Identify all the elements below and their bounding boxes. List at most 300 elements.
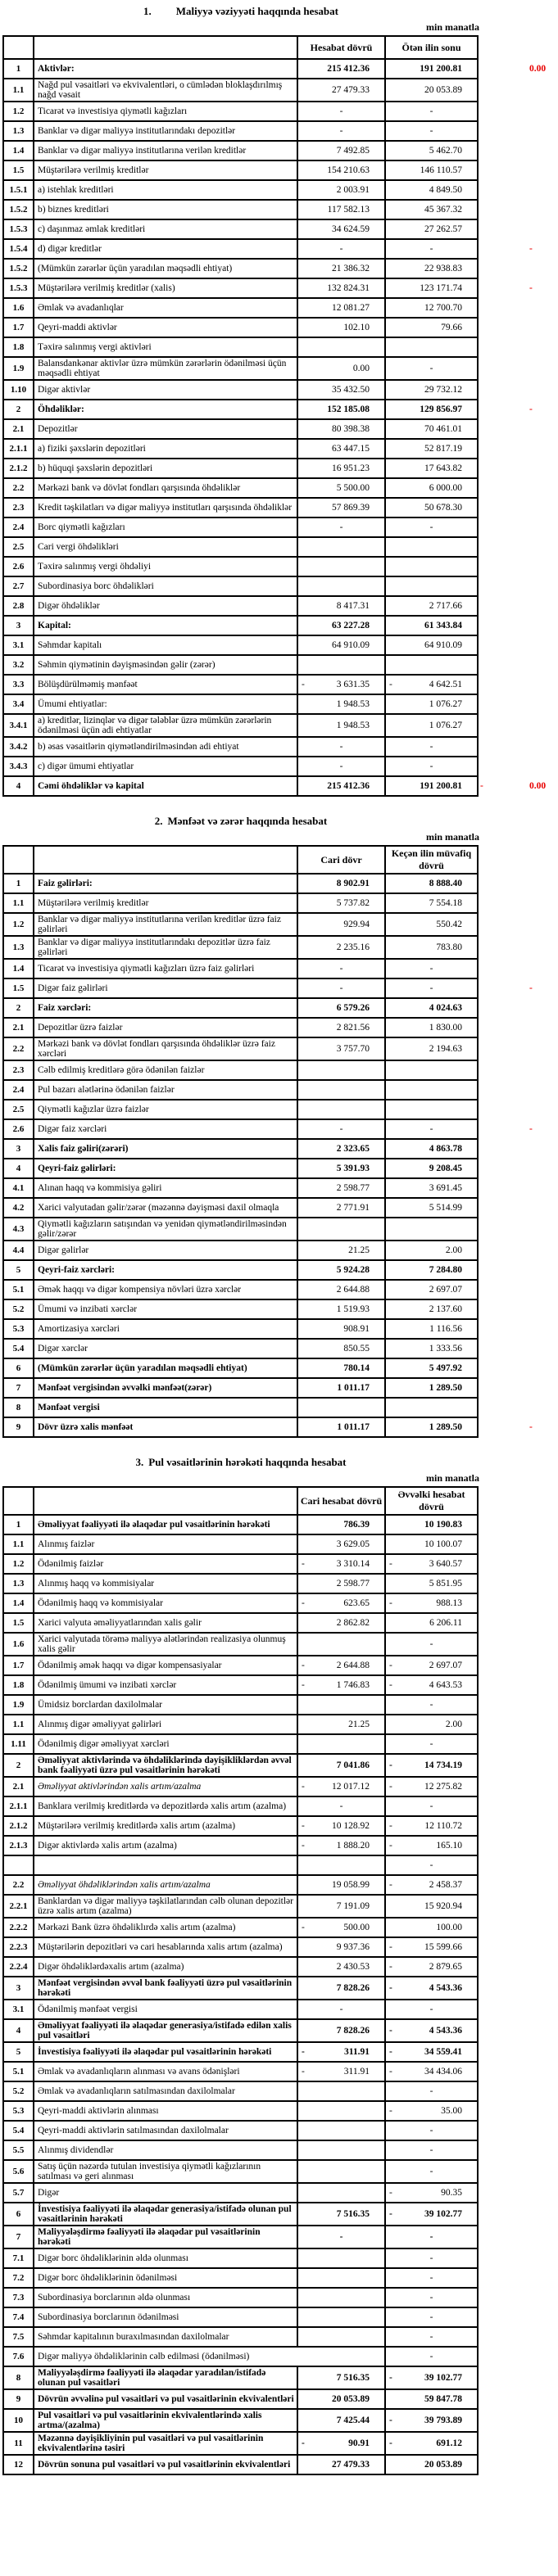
value-prior-period: [385, 2203, 478, 2226]
minus-sign: -: [389, 2209, 392, 2219]
row-label: Maliyyələşdirmə fəaliyyəti ilə əlaqədar yaradılan/istifadə olunan pul vəsaitləri: [34, 2366, 297, 2389]
value-prior-period: 783.80: [385, 936, 478, 959]
row-number-cell: 6: [3, 1358, 34, 1378]
negative-value: [298, 1821, 370, 1831]
table-row: [3, 121, 558, 141]
annotation-cell: [478, 2288, 558, 2307]
annotation-cell: [478, 1715, 558, 1734]
row-label: Müştərilərə verilmiş kreditlər (xalis): [34, 278, 297, 298]
value-prior-period: 5 462.70: [385, 141, 478, 160]
value-prior-period: [385, 1398, 478, 1417]
value-current-period: [297, 337, 385, 357]
value-current-period: 2 598.77: [297, 1178, 385, 1198]
value-current-period: [297, 1675, 385, 1695]
annotation-cell: [478, 1754, 558, 1777]
value-prior-period: -: [385, 1119, 478, 1139]
header-number-cell: [3, 1487, 34, 1515]
value-current-period: [297, 2062, 385, 2081]
annotation-cell: [478, 1918, 558, 1937]
table-row: [3, 978, 558, 998]
row-number-cell: 7.2: [3, 2268, 34, 2288]
annotation-far: -: [529, 1124, 533, 1134]
value-prior-period: [385, 1554, 478, 1574]
amount: 90.35: [441, 2188, 462, 2198]
row-number-cell: 6: [3, 2203, 34, 2226]
table-row: [3, 1937, 558, 1957]
table-row: [3, 200, 558, 219]
row-label: Banklar və digər maliyyə institutlarındakı depozitlər üzrə faiz gəlirləri: [34, 936, 297, 959]
row-label: Qiymətli kağızlar üzrə faizlər: [34, 1100, 297, 1119]
row-number-cell: 1: [3, 59, 34, 79]
value-current-period: 27 479.33: [297, 2455, 385, 2474]
value-prior-period: 2 137.60: [385, 1299, 478, 1319]
annotation-cell: [478, 913, 558, 936]
table-row: [3, 278, 558, 298]
minus-sign: -: [389, 1841, 392, 1851]
row-label: Əmlak və avadanlıqların satılmasından daxilolmalar: [34, 2081, 297, 2101]
value-prior-period: 1 076.27: [385, 714, 478, 737]
amount: 12 275.82: [424, 1782, 462, 1792]
annotation-cell: [478, 2101, 558, 2121]
row-number-cell: 3.4.3: [3, 757, 34, 776]
negative-value: [386, 1880, 462, 1890]
negative-value: [298, 2438, 370, 2448]
annotation-cell: [478, 655, 558, 675]
row-label: Digər faiz gəlirləri: [34, 978, 297, 998]
value-current-period: 850.55: [297, 1339, 385, 1358]
row-number-cell: 1.2: [3, 913, 34, 936]
table-row: [3, 874, 558, 893]
table-row: [3, 714, 558, 737]
minus-sign: -: [389, 1942, 392, 1952]
row-number-cell: 4: [3, 2019, 34, 2042]
value-current-period: 1 011.17: [297, 1378, 385, 1398]
table-row: [3, 2160, 558, 2183]
minus-sign: -: [302, 1680, 305, 1690]
negative-value: [386, 2438, 462, 2448]
row-number-cell: 9: [3, 1417, 34, 1437]
value-current-period: 5 737.82: [297, 893, 385, 913]
table-row: [3, 2226, 558, 2248]
value-current-period: [297, 2327, 385, 2347]
value-prior-period: [385, 655, 478, 675]
table-row: [3, 180, 558, 200]
annotation-cell: [478, 419, 558, 439]
annotation-cell: [478, 1260, 558, 1280]
row-label: Maliyyələşdirmə fəaliyyəti ilə əlaqədar pul vəsaitlərinin hərəkəti: [34, 2226, 297, 2248]
row-label: Ticarət və investisiya qiymətli kağızları: [34, 102, 297, 121]
row-number-cell: 1.1: [3, 1715, 34, 1734]
row-number-cell: 1.7: [3, 318, 34, 337]
value-prior-period: 3 691.45: [385, 1178, 478, 1198]
value-current-period: [297, 2432, 385, 2455]
row-number-cell: 2.2: [3, 478, 34, 498]
row-number-cell: 1.8: [3, 337, 34, 357]
value-current-period: [297, 2160, 385, 2183]
annotation-cell: [478, 1139, 558, 1159]
value-current-period: 1 011.17: [297, 1417, 385, 1437]
row-number-cell: 5.7: [3, 2183, 34, 2203]
section-title-text: Maliyyə vəziyyəti haqqında hesabat: [175, 5, 338, 17]
header-col-period-2: Keçən ilin müvafiq dövrü: [385, 846, 478, 874]
row-number-cell: 1.3: [3, 1574, 34, 1593]
minus-sign: -: [302, 680, 305, 689]
row-label: Xarici valyutada törəmə maliyyə alətlərindən realizasiya olunmuş xalis gəlir: [34, 1633, 297, 1656]
value-current-period: 132 824.31: [297, 278, 385, 298]
row-number-cell: 1.5: [3, 160, 34, 180]
table-row: [3, 419, 558, 439]
value-current-period: [297, 1836, 385, 1855]
statement-section-3: [0, 1456, 558, 2475]
amount: 1 888.20: [336, 1841, 370, 1851]
header-annotation-cell: [478, 1487, 558, 1515]
row-label: (Mümkün zərərlər üçün yaradılan məqsədli ehtiyat): [34, 1358, 297, 1378]
value-current-period: 80 398.38: [297, 419, 385, 439]
value-current-period: 7 828.26: [297, 1977, 385, 2000]
table-row: [3, 1241, 558, 1260]
annotation-cell: [478, 2019, 558, 2042]
row-number-cell: 7.6: [3, 2347, 34, 2366]
table-row: [3, 635, 558, 655]
value-current-period: 2 821.56: [297, 1018, 385, 1037]
annotation-cell: [478, 2432, 558, 2455]
minus-sign: -: [389, 680, 392, 689]
minus-sign: -: [389, 2047, 392, 2057]
annotation-cell: [478, 160, 558, 180]
annotation-cell: [478, 79, 558, 102]
row-number-cell: 7.5: [3, 2327, 34, 2347]
table-row: [3, 1855, 558, 1875]
annotation-cell: [478, 219, 558, 239]
value-current-period: 2 771.91: [297, 1198, 385, 1218]
annotation-cell: [478, 1299, 558, 1319]
row-label: Mərkəzi bank və dövlət fondları qarşısında öhdəliklər üzrə faiz xərcləri: [34, 1037, 297, 1060]
annotation-cell: [478, 776, 558, 796]
value-current-period: 780.14: [297, 1358, 385, 1378]
amount: 623.65: [343, 1598, 370, 1608]
table-row: [3, 936, 558, 959]
table-row: [3, 498, 558, 517]
row-label: Bölüşdürülməmiş mənfəət: [34, 675, 297, 694]
value-prior-period: 8 888.40: [385, 874, 478, 893]
value-prior-period: 12 700.70: [385, 298, 478, 318]
annotation-cell: [478, 1398, 558, 1417]
value-current-period: 34 624.59: [297, 219, 385, 239]
row-label: Kredit təşkilatları və digər maliyyə institutları qarşısında öhdəliklər: [34, 498, 297, 517]
table-row: [3, 1715, 558, 1734]
amount: 39 793.89: [424, 2416, 462, 2425]
row-number-cell: 5.1: [3, 2062, 34, 2081]
row-label: d) digər kreditlər: [34, 239, 297, 259]
row-number-cell: 7.3: [3, 2288, 34, 2307]
table-row: [3, 2140, 558, 2160]
annotation-far: -: [529, 1422, 533, 1432]
row-label: Banklar və digər maliyyə institutlarındakı depozitlər: [34, 121, 297, 141]
row-number-cell: 2.8: [3, 596, 34, 616]
row-label: a) kreditlər, lizinqlər və digər tələblər üzrə mümkün zərərlərin ödənilməsi üçün adi ehtiyatlar: [34, 714, 297, 737]
row-number-cell: 1.9: [3, 1695, 34, 1715]
annotation-cell: [478, 2455, 558, 2474]
table-row: [3, 459, 558, 478]
annotation-cell: [478, 1836, 558, 1855]
table-row: [3, 675, 558, 694]
row-label: Banklardan və digər maliyyə təşkilatlarından cəlb olunan depozitlər üzrə xalis artım (azalma): [34, 1895, 297, 1918]
value-current-period: 0.00: [297, 357, 385, 380]
row-number-cell: 8: [3, 1398, 34, 1417]
value-prior-period: -: [385, 2347, 478, 2366]
minus-sign: -: [302, 1598, 305, 1608]
header-col-period-2: Əvvəlki hesabat dövrü: [385, 1487, 478, 1515]
value-prior-period: [385, 2101, 478, 2121]
row-number-cell: 1.5.2: [3, 200, 34, 219]
row-label: Qeyri-maddi aktivlər: [34, 318, 297, 337]
value-prior-period: 550.42: [385, 913, 478, 936]
table-row: [3, 2203, 558, 2226]
amount: 3 640.57: [429, 1559, 462, 1569]
value-prior-period: -: [385, 1734, 478, 1754]
row-label: Mərkəzi bank və dövlət fondları qarşısında öhdəliklər: [34, 478, 297, 498]
value-prior-period: [385, 1593, 478, 1613]
table-row: [3, 1534, 558, 1554]
value-current-period: 154 210.63: [297, 160, 385, 180]
row-label: Ödənilmiş əmək haqqı və digər kompensasiyalar: [34, 1656, 297, 1675]
value-prior-period: [385, 1080, 478, 1100]
value-current-period: 5 924.28: [297, 1260, 385, 1280]
annotation-cell: [478, 2268, 558, 2288]
row-label: Müştərilərə verilmiş kreditlərdə xalis artım (azalma): [34, 1816, 297, 1836]
amount: 1 746.83: [336, 1680, 370, 1690]
negative-value: [298, 2067, 370, 2077]
row-label: Satış üçün nəzərdə tutulan investisiya qiymətli kağızlarının satılması və geri alınması: [34, 2160, 297, 2183]
value-prior-period: 1 333.56: [385, 1339, 478, 1358]
annotation-cell: [478, 1977, 558, 2000]
row-number-cell: 3: [3, 616, 34, 635]
table-row: [3, 1695, 558, 1715]
amount: 988.13: [436, 1598, 462, 1608]
table-row: [3, 259, 558, 278]
row-number-cell: 4.4: [3, 1241, 34, 1260]
value-prior-period: [385, 1816, 478, 1836]
negative-value: [386, 2209, 462, 2219]
row-label: Cəmi öhdəliklər və kapital: [34, 776, 297, 796]
annotation-cell: [478, 1515, 558, 1534]
value-prior-period: -: [385, 2226, 478, 2248]
value-current-period: [297, 576, 385, 596]
amount: 500.00: [343, 1923, 370, 1932]
table-row: [3, 1119, 558, 1139]
table-row: [3, 998, 558, 1018]
value-prior-period: 5 514.99: [385, 1198, 478, 1218]
header-annotation-cell: [478, 36, 558, 59]
row-number-cell: 1.4: [3, 1593, 34, 1613]
table-row: [3, 2307, 558, 2327]
row-number-cell: 1.1: [3, 893, 34, 913]
value-current-period: [297, 2042, 385, 2062]
value-prior-period: 10 100.07: [385, 1534, 478, 1554]
row-label: Müştərilərin depozitləri və cari hesablarında xalis artım (azalma): [34, 1937, 297, 1957]
minus-sign: -: [389, 2416, 392, 2425]
value-current-period: [297, 1218, 385, 1241]
value-current-period: [297, 2268, 385, 2288]
value-current-period: [297, 1593, 385, 1613]
value-current-period: [297, 1080, 385, 1100]
table-row: [3, 59, 558, 79]
row-number-cell: 2.4: [3, 1080, 34, 1100]
annotation-cell: [478, 737, 558, 757]
annotation-cell: [478, 59, 558, 79]
value-current-period: 6 579.26: [297, 998, 385, 1018]
row-number-cell: 1.5.3: [3, 278, 34, 298]
annotation-cell: [478, 1100, 558, 1119]
header-col-period-2: Ötən ilin sonu: [385, 36, 478, 59]
table-row: [3, 2366, 558, 2389]
annotation-cell: [478, 102, 558, 121]
table-row: [3, 1754, 558, 1777]
value-current-period: 2 430.53: [297, 1957, 385, 1977]
value-current-period: 908.91: [297, 1319, 385, 1339]
row-number-cell: 1.4: [3, 959, 34, 978]
row-number-cell: [3, 1855, 34, 1875]
row-number-cell: 2: [3, 400, 34, 419]
value-prior-period: -: [385, 2121, 478, 2140]
value-current-period: 1 519.93: [297, 1299, 385, 1319]
table-row: [3, 913, 558, 936]
annotation-cell: [478, 1417, 558, 1437]
table-row: [3, 1037, 558, 1060]
value-current-period: -: [297, 2000, 385, 2019]
statement-table: [2, 845, 558, 1438]
negative-value: [298, 1559, 370, 1569]
annotation-far: 0.00: [529, 64, 547, 74]
annotation-cell: [478, 557, 558, 576]
negative-value: [386, 1598, 462, 1608]
value-current-period: [297, 675, 385, 694]
negative-value: [298, 1680, 370, 1690]
table-row: [3, 2268, 558, 2288]
annotation-cell: [478, 1339, 558, 1358]
amount: 14 734.19: [424, 1760, 462, 1770]
row-label: Dövr üzrə xalis mənfəət: [34, 1417, 297, 1437]
row-number-cell: 1.4: [3, 141, 34, 160]
value-prior-period: 4 849.50: [385, 180, 478, 200]
value-prior-period: 22 938.83: [385, 259, 478, 278]
table-row: [3, 2327, 558, 2347]
annotation-cell: [478, 2226, 558, 2248]
value-prior-period: [385, 1977, 478, 2000]
annotation-cell: [478, 1875, 558, 1895]
table-row: [3, 2019, 558, 2042]
negative-value: [298, 1841, 370, 1851]
table-row: [3, 1080, 558, 1100]
minus-sign: -: [302, 2067, 305, 2077]
annotation-cell: [478, 141, 558, 160]
row-label: c) digər ümumi ehtiyatlar: [34, 757, 297, 776]
negative-value: [298, 680, 370, 689]
table-row: [3, 1957, 558, 1977]
table-row: [3, 1417, 558, 1437]
value-prior-period: -: [385, 102, 478, 121]
row-number-cell: 1.3: [3, 936, 34, 959]
row-number-cell: 5.3: [3, 2101, 34, 2121]
annotation-cell: [478, 1198, 558, 1218]
row-label: Dövrün əvvəlinə pul vəsaitləri və pul vəsaitlərinin ekvivalentləri: [34, 2389, 297, 2409]
table-row: [3, 1554, 558, 1574]
amount: 3 310.14: [336, 1559, 370, 1569]
row-number-cell: 2.2: [3, 1875, 34, 1895]
value-prior-period: [385, 2042, 478, 2062]
row-label: Qeyri-faiz gəlirləri:: [34, 1159, 297, 1178]
row-label: Əmlak və avadanlıqlar: [34, 298, 297, 318]
row-number-cell: 1.9: [3, 357, 34, 380]
table-row: [3, 1378, 558, 1398]
row-label: (Mümkün zərərlər üçün yaradılan məqsədli ehtiyat): [34, 259, 297, 278]
value-current-period: 19 058.99: [297, 1875, 385, 1895]
value-current-period: -: [297, 1796, 385, 1816]
row-number-cell: 1.10: [3, 380, 34, 400]
value-prior-period: 100.00: [385, 1918, 478, 1937]
row-number-cell: 4: [3, 776, 34, 796]
minus-sign: -: [389, 2373, 392, 2383]
row-number-cell: 1.6: [3, 298, 34, 318]
amount: 311.91: [344, 2047, 370, 2057]
row-number-cell: 5.4: [3, 2121, 34, 2140]
row-label: Borc qiymətli kağızları: [34, 517, 297, 537]
row-label: Nağd pul vəsaitləri və ekvivalentləri, o cümlədən bloklaşdırılmış nağd vəsait: [34, 79, 297, 102]
amount: 34 434.06: [424, 2067, 462, 2077]
row-number-cell: 1.5.4: [3, 239, 34, 259]
value-current-period: [297, 1398, 385, 1417]
row-number-cell: 2.3: [3, 498, 34, 517]
value-prior-period: [385, 2432, 478, 2455]
value-prior-period: -: [385, 239, 478, 259]
annotation-cell: [478, 1633, 558, 1656]
annotation-cell: [478, 200, 558, 219]
statement-table: [2, 35, 558, 797]
value-prior-period: 15 920.94: [385, 1895, 478, 1918]
row-label: Mənfəət vergisindən əvvəlki mənfəət(zərər): [34, 1378, 297, 1398]
annotation-cell: [478, 757, 558, 776]
annotation-cell: [478, 239, 558, 259]
row-number-cell: 2.2.4: [3, 1957, 34, 1977]
negative-value: [386, 1661, 462, 1670]
value-prior-period: [385, 2409, 478, 2432]
row-label: Digər öhdəliklər: [34, 596, 297, 616]
annotation-cell: [478, 2409, 558, 2432]
value-prior-period: 7 554.18: [385, 893, 478, 913]
table-row: [3, 1816, 558, 1836]
annotation-cell: [478, 1593, 558, 1613]
row-number-cell: 3.4.2: [3, 737, 34, 757]
annotation-cell: [478, 2140, 558, 2160]
row-number-cell: 2.1.2: [3, 459, 34, 478]
row-label: Amortizasiya xərcləri: [34, 1319, 297, 1339]
value-current-period: [297, 2101, 385, 2121]
table-row: [3, 2409, 558, 2432]
row-number-cell: 2.1.1: [3, 439, 34, 459]
row-label: Əməliyyat aktivlərində və öhdəliklərində dəyişikliklərdən əvvəl bank fəaliyyəti üzrə pul vəsaitlərinin hərəkəti: [34, 1754, 297, 1777]
value-current-period: 8 417.31: [297, 596, 385, 616]
amount: 4 642.51: [429, 680, 462, 689]
value-current-period: [297, 655, 385, 675]
row-number-cell: 1.2: [3, 102, 34, 121]
amount: 4 543.36: [429, 1983, 462, 1993]
annotation-cell: [478, 1119, 558, 1139]
annotation-cell: [478, 1675, 558, 1695]
minus-sign: -: [389, 1680, 392, 1690]
value-current-period: 1 948.53: [297, 694, 385, 714]
value-prior-period: -: [385, 737, 478, 757]
minus-sign: -: [389, 2106, 392, 2116]
